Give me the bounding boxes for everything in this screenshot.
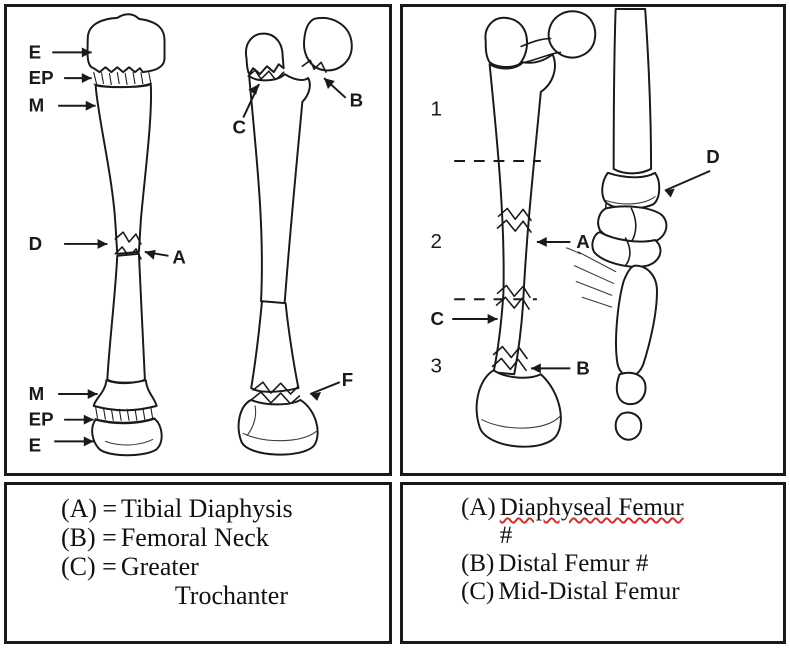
label-A-diaphyseal-femur: A: [576, 230, 590, 252]
label-B-distal-femur: B: [576, 357, 590, 379]
legend-text-c: Mid-Distal Femur: [498, 578, 680, 605]
legend-text-a-main: Diaphyseal Femur: [499, 494, 684, 521]
legend-text-b: Distal Femur #: [498, 550, 649, 577]
right-panel-annotations: [431, 98, 720, 379]
tibia-bone: [88, 14, 165, 455]
zone-number-1: 1: [430, 97, 443, 121]
list-item: [461, 494, 773, 550]
label-E-proximal: E: [28, 41, 42, 63]
legend-key-a: (A): [461, 494, 496, 521]
legend-key-c: (C): [461, 578, 495, 605]
femur-zones-illustration: [403, 7, 783, 473]
label-C-greater-trochanter: C: [232, 116, 246, 138]
legend-key-b: (B): [461, 550, 495, 577]
right-legend-list: [403, 485, 783, 606]
legend-text-a: Tibial Diaphysis: [120, 494, 293, 523]
legend-text-a-wrap: #: [499, 522, 513, 549]
list-item: [461, 550, 773, 578]
label-E-distal: E: [28, 434, 42, 456]
zone-number-3: 3: [430, 354, 443, 378]
zone-number-2: 2: [430, 229, 443, 253]
label-M-distal: M: [28, 382, 45, 404]
legend-text-a: [500, 494, 684, 550]
left-legend-list: [7, 485, 389, 610]
left-figure-panel: [4, 4, 392, 476]
legend-text-b: Femoral Neck: [120, 523, 269, 553]
tibia-fibula-femur-illustration: [7, 7, 389, 473]
legend-key-b: (B) =: [61, 523, 117, 553]
femur-bone: [239, 18, 352, 455]
label-M-proximal: M: [28, 94, 45, 116]
label-B-femoral-neck: B: [349, 89, 364, 111]
label-D-ankle: D: [706, 145, 720, 167]
proximal-growth-plate-hatching: [94, 72, 152, 87]
legend-key-c: (C) =: [61, 552, 117, 582]
femur-bone-right: [477, 11, 596, 446]
legend-text-c: Greater Trochanter: [120, 552, 288, 611]
label-F-distal-femur: F: [341, 369, 354, 391]
list-item: [61, 523, 379, 552]
label-C-mid-distal-femur: C: [430, 307, 445, 329]
legend-text-c-wrap: Trochanter: [174, 581, 288, 611]
label-EP-proximal: EP: [28, 66, 54, 89]
label-A-tibial-diaphysis: A: [172, 246, 186, 268]
list-item: [61, 494, 379, 523]
label-D-diaphysis: D: [28, 232, 43, 254]
list-item: [461, 578, 773, 606]
label-EP-distal: EP: [28, 408, 54, 430]
legend-key-a: (A) =: [61, 494, 117, 523]
right-figure-panel: [400, 4, 786, 476]
right-legend-panel: [400, 482, 786, 644]
list-item: [61, 552, 379, 610]
left-legend-panel: [4, 482, 392, 644]
left-panel-annotations: [29, 41, 363, 455]
